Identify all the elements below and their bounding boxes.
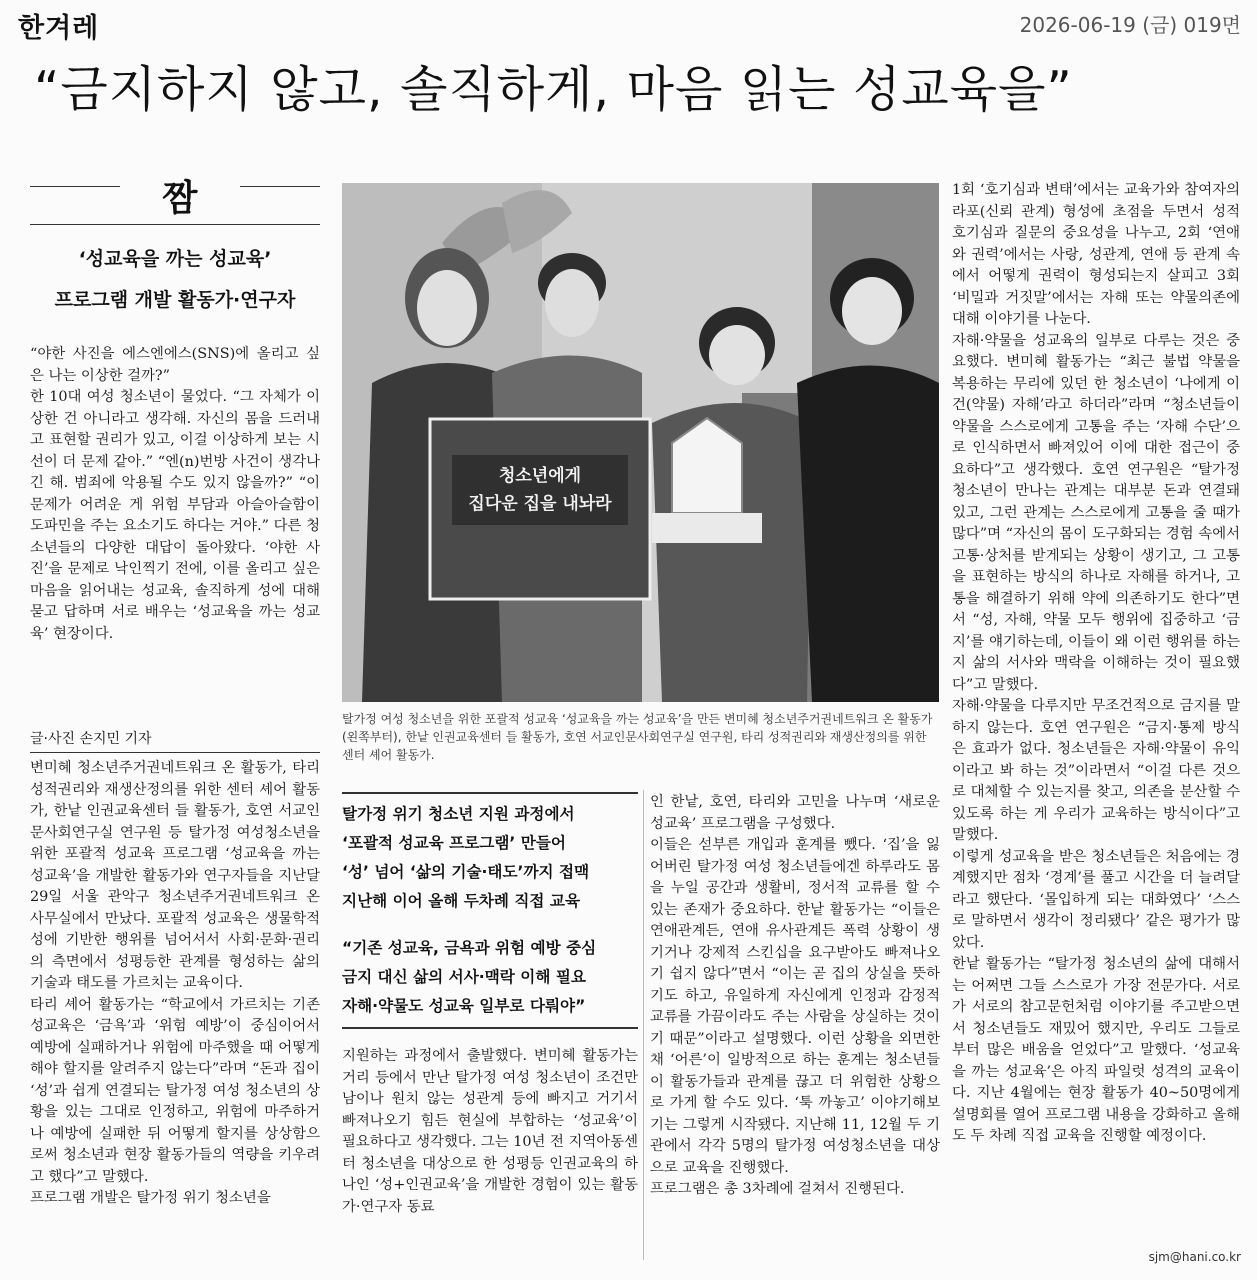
column-divider <box>643 790 644 1260</box>
article-photo <box>342 183 939 702</box>
body-column-4: 1회 ‘호기심과 변태’에서는 교육가와 참여자의 라포(신뢰 관계) 형성에 초점을 두면서 성적 호기심과 질문의 중요성을 나누고, 2회 ‘연애와 권력’에서는 사랑, 성관계, 연애 등 관계 속에서 어떻게 권력이 형성되는지 살피고 3회 ‘비밀과 거짓말’에서는 자해 또는 약물의존에 대해 이야기를 나눈다. 자해·약물을 성교육의 일부로 다루는 것은 중요했다. 변미혜 활동가는 “최근 불법 약물을 복용하는 무리에 있던 한 청소년이 ‘나에게 이건(약물) 자해’라고 하더라”라며 “청소년들이 약물을 스스로에게 고통을 주는 ‘자해 수단’으로 인식하면서 빠져있어 이에 대한 접근이 중요하다”고 생각했다. 호연 연구원은 “탈가정 청소년이 만나는 관계는 대부분 돈과 연결돼 있고, 그런 관계는 스스로에게 고통을 줄 때가 많다”며 “자신의 몸이 도구화되는 경험 속에서 고통·상처를 받게되는 상황이 생기고, 그 고통을 표현하는 방식의 하나로 자해를 하거나, 고통을 해결하기 위해 약에 의존하기도 한다”면서 “성, 자해, 약물 모두 행위에 집중하고 ‘금지’를 얘기하는데, 이들이 왜 이런 행위를 하는지 삶의 서사와 맥락을 이해하는 것이 필요했다”고 말했다. 자해·약물을 다루지만 무조건적으로 금지를 말하지 않는다. 호연 연구원은 “금지·통제 방식은 효과가 없다. 청소년들은 자해·약물이 유익이라고 봐 하는 것”이라면서 “이걸 다른 것으로 대체할 수 있는지를 찾고, 의존을 분산할 수 있도록 하는 게 우리가 교육하는 방식이다”고 말했다. 이렇게 성교육을 받은 청소년들은 처음에는 경계했지만 점차 ‘경계’를 풀고 시간을 더 늘려달라고 했단다. ‘몰입하게 되는 대화였다’ ‘스스로 말하면서 생각이 정리됐다’ 같은 평가가 많았다. 한낱 활동가는 “탈가정 청소년의 삶에 대해서는 어쩌면 그들 스스로가 가장 전문가다. 서로가 서로의 참고문헌처럼 이야기를 주고받으면서 청소년들도 재밌어 했지만, 우리도 그들로부터 많은 배움을 얻었다”고 말했다. ‘성교육을 까는 성교육’은 아직 파일럿 성격의 교육이다. 지난 4월에는 현장 활동가 40~50명에게 설명회를 열어 프로그램 내용을 강화하고 올해도 두 차례 직접 교육을 진행할 예정이다. <box>952 182 1240 1144</box>
photo-illustration <box>342 183 939 702</box>
subheads: 탈가정 위기 청소년 지원 과정에서 ‘포괄적 성교육 프로그램’ 만들어 ‘성’ 넘어 ‘삶의 기술·태도’까지 접맥 지난해 이어 올해 두차례 직접 교육 <box>342 792 638 916</box>
body-column-3: 인 한낱, 호연, 타리와 고민을 나누며 ‘새로운 성교육’ 프로그램을 구성했다. 이들은 섣부른 개입과 훈계를 뺐다. ‘집’을 잃어버린 탈가정 여성 청소년들에겐 하루라도 몸을 누일 공간과 생활비, 정서적 교류를 할 수 있는 존재가 중요하다. 한낱 활동가는 “이들은 연애관계든, 연애 유사관계든 폭력 상황이 생기거나 강제적 스킨십을 요구받아도 빠져나오기 쉽지 않다”면서 “이는 곧 집의 상실을 뜻하기도 하고, 유일하게 자신에게 인정과 감정적 교류를 가끔이라도 주는 사람을 상실하는 것이기 때문”이라고 설명했다. 이런 상황을 외면한 채 ‘어른’이 일방적으로 하는 훈계는 청소년들이 활동가들과 관계를 끊고 더 위험한 상황으로 가게 할 수도 있다. ‘툭 까놓고’ 이야기해보기는 그렇게 시작됐다. 지난해 11, 12월 두 기관에서 각각 5명의 탈가정 여성청소년을 대상으로 교육을 진행했다. 프로그램은 총 3차례에 걸쳐서 진행된다. <box>650 794 940 1197</box>
section-rule-bottom <box>30 224 320 225</box>
photo-caption: 탈가정 여성 청소년을 위한 포괄적 성교육 ‘성교육을 까는 성교육’을 만든 변미혜 청소년주거권네트워크 온 활동가(왼쪽부터), 한낱 인권교육센터 들 활동가, 호연 서교인문사회연구실 연구원, 타리 성적권리와 재생산정의를 위한 센터 셰어 활동가. <box>342 712 933 762</box>
dateline: 2026-06-19 (금) 019면 <box>1019 13 1241 37</box>
body-column-1: 변미혜 청소년주거권네트워크 온 활동가, 타리 성적권리와 재생산정의를 위한 센터 셰어 활동가, 한낱 인권교육센터 들 활동가, 호연 서교인문사회연구실 연구원 등 탈가정 여성청소년을 위한 포괄적 성교육 프로그램 ‘성교육을 까는 성교육’을 개발한 활동가와 연구자들을 지난달 29일 서울 관악구 청소년주거권네트워크 온 사무실에서 만났다. 포괄적 성교육은 생물학적 성에 기반한 행위를 넘어서서 사회·문화·권리의 측면에서 성평등한 관계를 형성하는 삶의 기술과 태도를 가르치는 교육이다. 타리 셰어 활동가는 “학교에서 가르치는 기존 성교육은 ‘금욕’과 ‘위험 예방’이 중심이어서 예방에 실패하거나 위험에 마주했을 때 어떻게 해야 할지를 알려주지 않는다”라며 “돈과 집이 ‘성’과 쉽게 연결되는 탈가정 여성 청소년의 상황을 있는 그대로 인정하고, 위험에 마주하거나 예방에 실패한 뒤 어떻게 할지를 상상함으로써 청소년과 현장 활동가들의 역량을 키우려고 했다”고 말했다. 프로그램 개발은 탈가정 위기 청소년을 <box>30 760 320 1206</box>
photo-sign-line-2: 집다운 집을 내놔라 <box>468 494 612 514</box>
deck-line-1: ‘성교육을 까는 성교육’ <box>78 248 272 270</box>
headline: “금지하지 않고, 솔직하게, 마음 읽는 성교육을” <box>34 61 1073 118</box>
section-rule-left <box>30 186 120 187</box>
photo-sign-line-1: 청소년에게 <box>498 466 582 486</box>
byline: 글·사진 손지민 기자 <box>30 728 320 753</box>
body-column-2: 지원하는 과정에서 출발했다. 변미혜 활동가는 거리 등에서 만난 탈가정 여성 청소년이 조건만남이나 원치 않는 성관계 등에 빠지고 거기서 빠져나오기 힘든 현실에 부합하는 ‘성교육’이 필요하다고 생각했다. 그는 10년 전 지역아동센터 청소년을 대상으로 한 성평등 인권교육의 하나인 ‘성+인권교육’을 개발한 경험이 있는 활동가·연구자 동료 <box>342 1048 638 1215</box>
intro-paragraph: “야한 사진을 에스엔에스(SNS)에 올리고 싶은 나는 이상한 걸까?” 한 10대 여성 청소년이 물었다. “그 자체가 이상한 건 아니라고 생각해. 자신의 몸을 드러내고 표현할 권리가 있고, 이걸 이상하게 보는 시선이 더 문제 같아.” “엔(n)번방 사건이 생각나긴 해. 범죄에 악용될 수도 있지 않을까?” “이 문제가 어려운 게 위험 부담과 아슬아슬함이 도파민을 주는 요소기도 하다는 거야.” 다른 청소년들의 다양한 대답이 돌아왔다. ‘야한 사진’을 문제로 낙인찍기 전에, 이를 올리고 싶은 마음을 읽어내는 성교육, 솔직하게 성에 대해 묻고 답하며 서로 배우는 ‘성교육을 까는 성교육’ 현장이다. <box>30 346 320 642</box>
deck-line-2: 프로그램 개발 활동가·연구자 <box>54 289 296 311</box>
reporter-email: sjm@hani.co.kr <box>1148 1250 1241 1264</box>
pull-quote: “기존 성교육, 금욕과 위험 예방 중심 금지 대신 삶의 서사·맥락 이해 필요 자해·약물도 성교육 일부로 다뤄야” <box>342 930 638 1029</box>
section-tag: 짬 <box>162 178 198 219</box>
section-rule-right <box>240 186 320 187</box>
masthead-logo: 한겨레 <box>18 13 100 44</box>
